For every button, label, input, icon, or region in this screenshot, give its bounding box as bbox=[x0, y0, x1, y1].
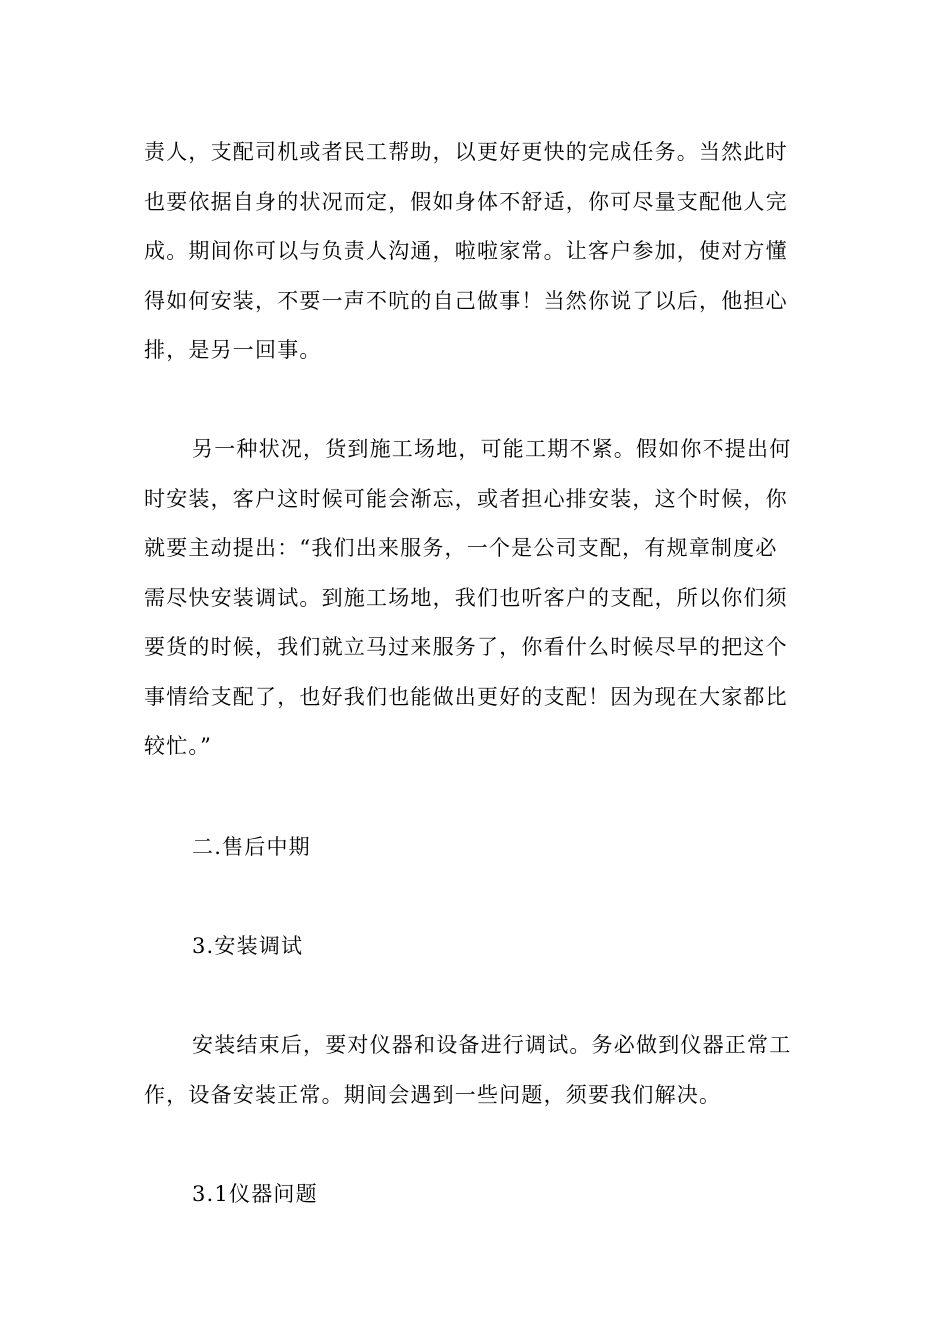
subsection-heading bbox=[144, 1170, 808, 1220]
paragraph-line: 责人，支配司机或者民工帮助，以更好更快的完成任务。当然此时 bbox=[144, 140, 788, 164]
paragraph-line: 较忙。” bbox=[144, 734, 213, 758]
section-heading-text: 二.售后中期 bbox=[192, 835, 311, 859]
paragraph-line: 时安装，客户这时候可能会渐忘，或者担心排安装，这个时候，你 bbox=[144, 486, 788, 511]
paragraph-line: 事情给支配了，也好我们也能做出更好的支配！因为现在大家都比 bbox=[144, 684, 788, 709]
paragraph-line: 需尽快安装调试。到施工场地，我们也听客户的支配，所以你们须 bbox=[144, 585, 788, 610]
paragraph-line: 得如何安装，不要一声不吭的自己做事！当然你说了以后，他担心 bbox=[144, 288, 788, 313]
paragraph-line: 也要依据自身的状况而定，假如身体不舒适，你可尽量支配他人完 bbox=[144, 189, 788, 214]
subsection-heading-text: 3.安装调试 bbox=[192, 934, 304, 958]
subsection-heading-text: 3.1仪器问题 bbox=[192, 1182, 318, 1206]
paragraph-arrangement bbox=[144, 128, 808, 376]
paragraph-line: 另一种状况，货到施工场地，可能工期不紧。假如你不提出何 bbox=[192, 437, 792, 461]
paragraph-other-situation bbox=[144, 425, 808, 772]
paragraph-line: 排，是另一回事。 bbox=[144, 338, 322, 362]
section-heading bbox=[144, 823, 808, 873]
paragraph-line: 要货的时候，我们就立马过来服务了，你看什么时候尽早的把这个 bbox=[144, 635, 788, 659]
subsection-heading bbox=[144, 922, 808, 972]
paragraph-line: 就要主动提出：“我们出来服务，一个是公司支配，有规章制度必 bbox=[144, 536, 778, 560]
paragraph-line: 安装结束后，要对仪器和设备进行调试。务必做到仪器正常工 bbox=[192, 1033, 792, 1057]
paragraph-installation bbox=[144, 1021, 808, 1120]
paragraph-line: 作，设备安装正常。期间会遇到一些问题，须要我们解决。 bbox=[144, 1082, 722, 1107]
paragraph-line: 成。期间你可以与负责人沟通，啦啦家常。让客户参加，使对方懂 bbox=[144, 239, 788, 263]
